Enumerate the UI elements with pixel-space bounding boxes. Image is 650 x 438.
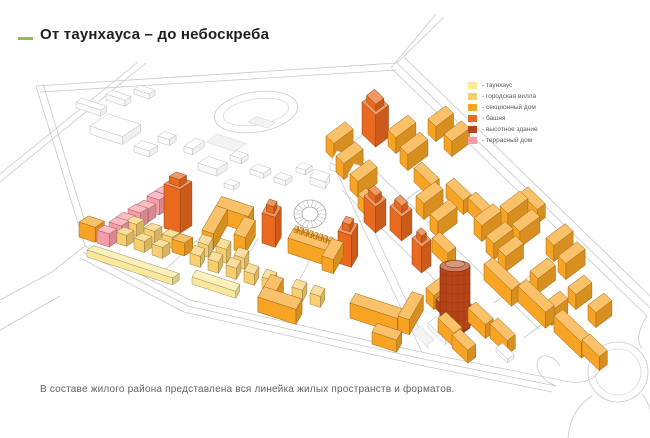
legend-swatch-icon [468,104,477,111]
legend-label: - террасный дом [482,137,533,144]
page-title: От таунхауса – до небоскреба [40,26,270,43]
legend-item-3 [468,104,538,111]
legend-item-1 [468,82,538,89]
legend-swatch-icon [468,137,477,144]
legend-label: - башня [482,115,506,122]
legend-item-5 [468,126,538,133]
legend-item-2 [468,93,538,100]
legend-swatch-icon [468,115,477,122]
caption-text: В составе жилого района представлена вся линейка жилых пространств и форматов. [40,384,455,395]
building-type-legend [468,82,538,144]
legend-label: - таунхаус [482,82,513,89]
legend-swatch-icon [468,82,477,89]
legend-swatch-icon [468,126,477,133]
legend-label: - городская вилла [482,93,537,100]
legend-label: - секционный дом [482,104,536,111]
legend-item-6 [468,137,538,144]
legend-item-4 [468,115,538,122]
legend-label: - высотное здание [482,126,538,133]
legend-swatch-icon [468,93,477,100]
